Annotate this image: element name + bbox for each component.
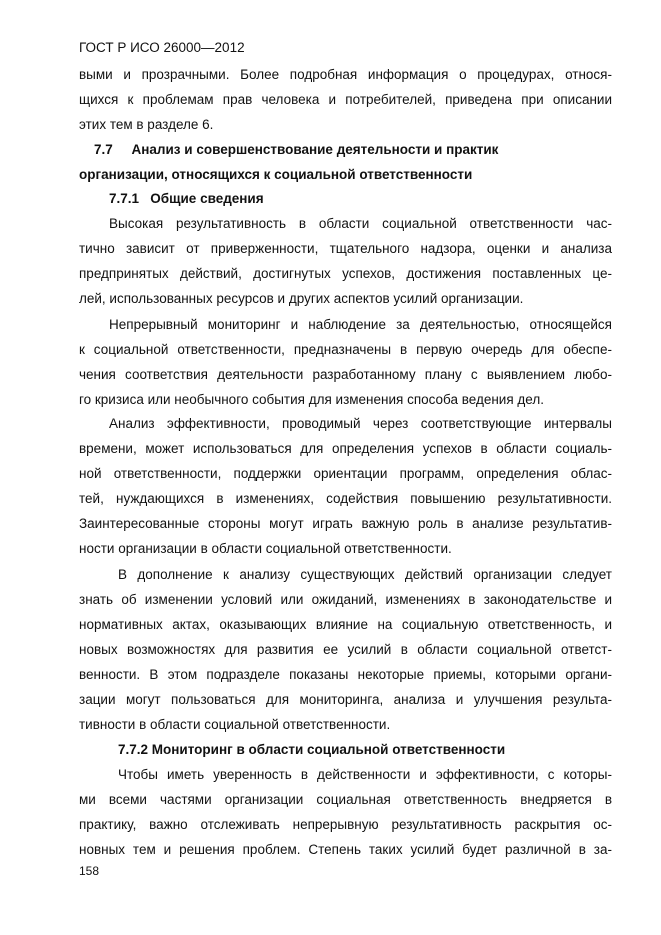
text-line: времени, может использоваться для определения успехов в области социаль-	[79, 441, 612, 456]
subsection-heading: 7.7.2 Мониторинг в области социальной ответственности	[118, 742, 506, 757]
text-line: знать об изменении условий или ожиданий, изменениях в законодательстве и	[79, 592, 612, 607]
text-line: Чтобы иметь уверенность в действенности и эффективности, с которы-	[118, 767, 612, 782]
page-number: 158	[79, 864, 100, 878]
text-line: выми и прозрачными. Более подробная информация о процедурах, относя-	[79, 67, 612, 82]
text-line: к социальной ответственности, предназначены в первую очередь для обеспе-	[79, 342, 612, 357]
text-line: ности организации в области социальной ответственности.	[79, 541, 452, 556]
text-line: нормативных актах, оказывающих влияние на социальную ответственность, и	[79, 617, 612, 632]
text-line: ми всеми частями организации социальная ответственность внедряется в	[79, 792, 612, 807]
text-line: В дополнение к анализу существующих действий организации следует	[118, 567, 612, 582]
text-line: тей, нуждающихся в изменениях, содействия повышению результативности.	[79, 491, 612, 506]
text-line: лей, использованных ресурсов и других аспектов усилий организации.	[79, 291, 524, 306]
text-line: Заинтересованные стороны могут играть важную роль в анализе результатив-	[79, 516, 612, 531]
section-heading: организации, относящихся к социальной ответственности	[79, 167, 473, 182]
document-header: ГОСТ Р ИСО 26000—2012	[79, 40, 245, 55]
text-line: тично зависит от приверженности, тщательного надзора, оценки и анализа	[79, 241, 612, 256]
text-line: Непрерывный мониторинг и наблюдение за деятельностью, относящейся	[109, 317, 612, 332]
text-line: тивности в области социальной ответственности.	[79, 717, 391, 732]
text-line: новных тем и решения проблем. Степень таких усилий будет различной в за-	[79, 842, 612, 857]
text-line: Высокая результативность в области социальной ответственности час-	[109, 216, 612, 231]
text-line: щихся к проблемам прав человека и потребителей, приведена при описании	[79, 92, 612, 107]
text-line: новых возможностях для развития ее усилий в области социальной ответст-	[79, 642, 612, 657]
text-line: практику, важно отслеживать непрерывную результативность раскрытия ос-	[79, 817, 612, 832]
text-line: чения соответствия деятельности разработанному плану с выявлением любо-	[79, 367, 612, 382]
text-line: ной ответственности, поддержки ориентации программ, определения облас-	[79, 466, 612, 481]
subsection-heading: 7.7.1 Общие сведения	[109, 191, 264, 206]
text-line: Анализ эффективности, проводимый через соответствующие интервалы	[109, 416, 612, 431]
text-line: го кризиса или необычного события для изменения способа ведения дел.	[79, 392, 544, 407]
text-line: венности. В этом подразделе показаны некоторые приемы, которыми органи-	[79, 667, 612, 682]
text-line: зации могут пользоваться для мониторинга, анализа и улучшения результа-	[79, 692, 612, 707]
text-line: предпринятых действий, достигнутых успехов, достижения поставленных це-	[79, 266, 612, 281]
section-heading: 7.7 Анализ и совершенствование деятельности и практик	[94, 142, 499, 157]
text-line: этих тем в разделе 6.	[79, 117, 214, 132]
